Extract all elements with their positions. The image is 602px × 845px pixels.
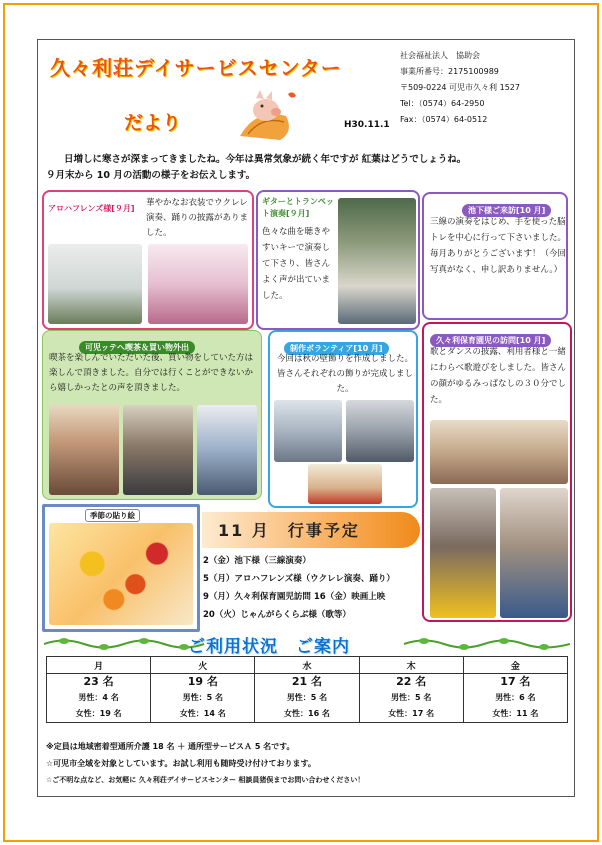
usage-cell-wed — [255, 674, 359, 723]
schedule-item: 2（金）池下様（三線演奏） — [203, 556, 311, 566]
schedule-item: 20（火）じゃんがらくらぶ様（歌等） — [203, 610, 351, 620]
aloha-title: アロハフレンズ様[９月] — [48, 204, 135, 213]
usage-data-row — [47, 674, 568, 723]
seasonal-title: 季節の貼り絵 — [85, 509, 140, 522]
volunteer-section — [268, 330, 418, 508]
schedule-item: 9（月）久々利保育園児訪問 16（金）映画上映 — [203, 592, 386, 602]
volunteer-photo-1 — [274, 400, 342, 462]
usage-cell-fri — [463, 674, 567, 723]
page-frame — [3, 3, 599, 842]
usage-table — [46, 656, 568, 723]
usage-header-row — [47, 657, 568, 674]
notes-list — [46, 738, 572, 789]
ikeshita-text: 三線の演奏をはじめ、手を使った脳トレを中心に行って下さいました。毎月ありがとうございます！（今回写真がなく、申し訳ありません。） — [430, 217, 567, 275]
female-count: 女性：19 名 — [75, 709, 122, 718]
org-name: 社会福祉法人 協助会 — [400, 51, 480, 60]
boar-mascot-icon — [236, 86, 298, 142]
outing-photo-3 — [197, 405, 257, 495]
intro-line: 日増しに寒さが深まってきましたね。今年は異常気象が続く年ですが 紅葉はどうでしょうね。 — [64, 154, 467, 165]
seasonal-collage-photo — [49, 523, 193, 625]
address: 〒509-0224 可児市久々利 1527 — [400, 83, 520, 92]
guitar-photo — [338, 198, 416, 324]
nursery-title: 久々利保育園児の訪問[10 月] — [430, 334, 551, 347]
total-count: 19 名 — [187, 675, 218, 688]
female-count: 女性：11 名 — [492, 709, 539, 718]
usage-cell-tue — [151, 674, 255, 723]
day-header: 月 — [47, 657, 151, 674]
female-count: 女性：16 名 — [284, 709, 330, 718]
newsletter-title: 久々利荘デイサービスセンター — [50, 56, 342, 80]
outing-text: 喫茶を楽しんでいただいた後、買い物をしていた方は楽しんで頂きました。自分では行くことができないから嬉しかったとの声を頂きました。 — [49, 353, 254, 393]
total-count: 23 名 — [83, 675, 114, 688]
aloha-section — [42, 190, 254, 330]
male-count: 男性：6 名 — [495, 693, 536, 702]
aloha-text: 華やかなお衣装でウクレレ演奏、踊りの披露がありました。 — [146, 198, 249, 238]
day-header: 木 — [359, 657, 463, 674]
tel: Tel：（0574）64-2950 — [400, 99, 485, 108]
male-count: 男性：4 名 — [78, 693, 119, 702]
intro-line: ９月末から 10 月の活動の様子をお伝えします。 — [46, 170, 256, 181]
nursery-section — [422, 322, 572, 622]
day-header: 火 — [151, 657, 255, 674]
ikeshita-section — [422, 192, 568, 320]
fax: Fax：（0574）64-0512 — [400, 115, 488, 124]
guitar-title: ギターとトランペット演奏[９月] — [262, 197, 334, 218]
volunteer-photo-3 — [308, 464, 382, 504]
volunteer-photo-2 — [346, 400, 414, 462]
contact-info — [400, 48, 520, 128]
total-count: 17 名 — [500, 675, 531, 688]
outing-photo-1 — [49, 405, 119, 495]
nursery-photo-1 — [430, 420, 568, 484]
note-contact: ☆ご不明な点など、お気軽に 久々利荘デイサービスセンター 相談員猪俣までお問い合わせください！ — [46, 776, 365, 784]
guitar-text: 色々な曲を聴きやすいキーで演奏して下さり、皆さんよく声が出ていました。 — [262, 227, 331, 301]
volunteer-title: 制作ボランティア[10 月] — [284, 342, 389, 355]
male-count: 男性：5 名 — [286, 693, 328, 702]
nursery-photo-2 — [430, 488, 496, 618]
nursery-photo-3 — [500, 488, 568, 618]
total-count: 21 名 — [291, 675, 323, 688]
volunteer-text: 今回は秋の壁飾りを作成しました。皆さんそれぞれの飾りが完成しました。 — [276, 354, 413, 394]
ikeshita-title: 池下様ご来訪[10 月] — [462, 204, 551, 217]
schedule-title: 11 月 行事予定 — [218, 521, 360, 540]
outing-title: 可児ッテへ喫茶＆買い物外出 — [79, 341, 195, 354]
note-area: ☆可児市全域を対象としています。お試し利用も随時受け付けております。 — [46, 759, 316, 768]
outing-photo-2 — [123, 405, 193, 495]
aloha-photo-1 — [48, 244, 142, 324]
female-count: 女性：14 名 — [179, 709, 226, 718]
male-count: 男性：5 名 — [390, 693, 432, 702]
intro-text — [46, 152, 568, 184]
schedule-list — [203, 552, 395, 624]
newsletter-subtitle: だより — [124, 112, 182, 134]
usage-title: ご利用状況 ご案内 — [188, 637, 350, 657]
guitar-section — [256, 190, 420, 330]
newsletter-page — [37, 39, 575, 797]
issue-date: H30.11.1 — [344, 120, 390, 130]
nursery-text: 歌とダンスの披露、利用者様と一緒にわらべ歌遊びをしました。皆さんの顔がゆるみっぱなしの３０分でした。 — [430, 347, 567, 405]
usage-cell-thu — [359, 674, 463, 723]
total-count: 22 名 — [396, 675, 427, 688]
male-count: 男性：5 名 — [182, 693, 223, 702]
seasonal-collage-section — [42, 504, 200, 632]
usage-cell-mon — [47, 674, 151, 723]
outing-section — [42, 330, 262, 500]
note-capacity: ※定員は地域密着型通所介護 18 名 ＋ 通所型サービスＡ 5 名です。 — [46, 742, 295, 751]
schedule-item: 5（月）アロハフレンズ様（ウクレレ演奏、踊り） — [203, 574, 395, 584]
day-header: 水 — [255, 657, 359, 674]
office-number: 事業所番号：2175100989 — [400, 67, 499, 76]
aloha-photo-2 — [148, 244, 248, 324]
female-count: 女性：17 名 — [388, 709, 435, 718]
day-header: 金 — [463, 657, 567, 674]
